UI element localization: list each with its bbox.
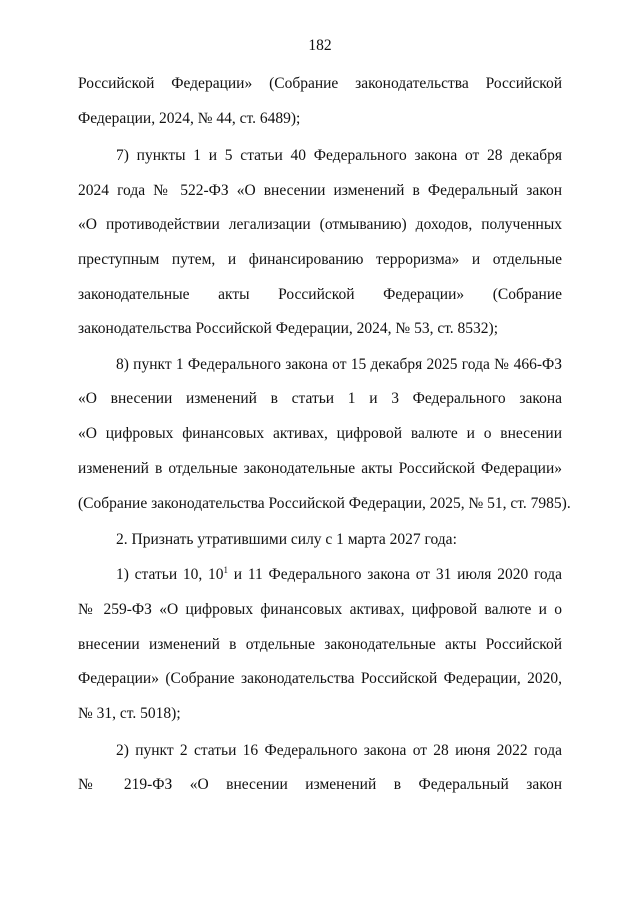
section-heading: 2. Признать утратившими силу с 1 марта 2027 года: [116, 531, 457, 548]
text-line: № 219-ФЗ «О внесении изменений в Федеральный закон [78, 776, 562, 793]
text-line: № 259-ФЗ «О цифровых финансовых активах, цифровой валюте и о [78, 601, 562, 618]
text-line: преступным путем, и финансированию терроризма» и отдельные [78, 251, 562, 268]
text-line: Российской Федерации» (Собрание законодательства Российской [78, 75, 562, 92]
text-line: законодательства Российской Федерации, 2024, № 53, ст. 8532); [78, 320, 499, 337]
text-line: 8) пункт 1 Федерального закона от 15 декабря 2025 года № 466-ФЗ [116, 356, 562, 373]
page-number: 182 [308, 37, 332, 54]
text-line: 7) пункты 1 и 5 статьи 40 Федерального закона от 28 декабря [116, 147, 562, 164]
text-fragment: 1) статьи 10, 10 [116, 566, 224, 583]
text-line: изменений в отдельные законодательные акты Российской Федерации» [78, 460, 562, 477]
text-line: 2024 года № 522-ФЗ «О внесении изменений в Федеральный закон [78, 182, 562, 199]
text-line: «О противодействии легализации (отмыванию) доходов, полученных [78, 216, 562, 233]
text-line: 2) пункт 2 статьи 16 Федерального закона от 28 июня 2022 года [116, 742, 562, 759]
text-line [116, 565, 562, 585]
superscript: 1 [223, 565, 229, 575]
text-fragment: и 11 Федерального закона от 31 июля 2020 года [228, 566, 562, 583]
text-line: Федерации» (Собрание законодательства Российской Федерации, 2020, [78, 670, 562, 687]
text-line: «О внесении изменений в статьи 1 и 3 Федерального закона [78, 390, 562, 407]
text-line: законодательные акты Российской Федерации» (Собрание [78, 286, 562, 303]
text-line: (Собрание законодательства Российской Федерации, 2025, № 51, ст. 7985). [78, 495, 571, 512]
text-line: внесении изменений в отдельные законодательные акты Российской [78, 636, 562, 653]
text-line: «О цифровых финансовых активах, цифровой валюте и о внесении [78, 425, 562, 442]
text-line: № 31, ст. 5018); [78, 705, 181, 722]
text-line: Федерации, 2024, № 44, ст. 6489); [78, 110, 301, 127]
